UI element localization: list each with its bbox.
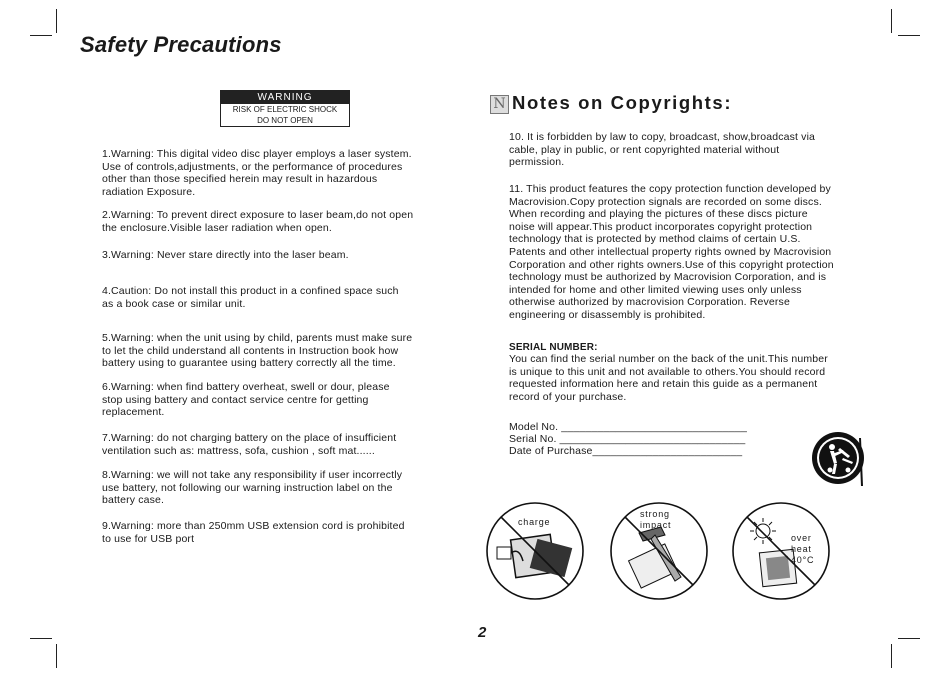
page-title: Safety Precautions xyxy=(80,32,282,57)
copyrights-heading xyxy=(490,92,732,114)
overheat-label xyxy=(791,533,814,566)
tip-over-warning-icon xyxy=(810,430,866,486)
notes-icon: N xyxy=(490,95,509,114)
crop-mark xyxy=(56,644,57,668)
strong-impact-label xyxy=(640,509,671,531)
warning-item: 8.Warning: we will not take any responsibility if user incorrectly use battery, not following our warning instruction label on the battery case. xyxy=(102,469,403,507)
warning-item: 1.Warning: This digital video disc player employs a laser system. Use of controls,adjustments, or the performance of procedures other than those specified herein may result in hazardous radiation Exposure. xyxy=(102,148,412,198)
serial-text: You can find the serial number on the back of the unit.This number is unique to this unit and not available to others.You should record requested information here and retain this guide as a permanent record of your purchase. xyxy=(509,353,828,403)
warning-item: 6.Warning: when find battery overheat, swell or dour, please stop using battery and contact service centre for getting replacement. xyxy=(102,381,390,419)
date-of-purchase-field: Date of Purchase_________________________ xyxy=(509,445,743,457)
warning-item: 5.Warning: when the unit using by child, parents must make sure to let the child understand all contents in Instruction book how battery using to guarantee using battery correctly all the time. xyxy=(102,332,413,370)
copyright-note-10: 10. It is forbidden by law to copy, broadcast, show,broadcast via cable, play in public, or rent copyrighted material without permission. xyxy=(509,131,816,169)
serial-heading: SERIAL NUMBER: xyxy=(509,342,598,353)
crop-mark xyxy=(56,9,57,33)
crop-mark xyxy=(891,9,892,33)
warning-item: 3.Warning: Never stare directly into the laser beam. xyxy=(102,249,349,261)
warning-label xyxy=(220,90,350,127)
impact-label: impact xyxy=(640,520,672,530)
warning-item: 7.Warning: do not charging battery on the place of insufficient ventilation such as: mattress, sofa, cushion , soft mat...... xyxy=(102,432,397,457)
warning-label-line: RISK OF ELECTRIC SHOCK xyxy=(232,105,338,114)
copyrights-title: Notes on Copyrights: xyxy=(512,92,733,113)
warning-item: 4.Caution: Do not install this product in a confined space such as a book case or similar unit. xyxy=(102,285,399,310)
heat-label: heat xyxy=(791,544,812,554)
copyright-note-11: 11. This product features the copy protection function developed by Macrovision.Copy protection signals are recorded on some discs. When recording and playing the pictures of these discs picture noise will appear.This product incorporates copyright protection technology that is protected by method claims of certain U.S. Patents and other intellectual property rights owned by Macrovision Corporation and other rights owners.Use of this copyright protection technology must be authorized by Macrovision Corporation, and is intended for home and other limited viewing uses only unless otherwise authorized by macrovision Corporation. Reverse engineering or disassembly is prohibited. xyxy=(509,183,834,321)
crop-mark xyxy=(30,35,52,36)
model-no-field: Model No. _______________________________ xyxy=(509,421,747,433)
warning-item: 2.Warning: To prevent direct exposure to laser beam,do not open the enclosure.Visible laser radiation when open. xyxy=(102,209,414,234)
crop-mark xyxy=(30,638,52,639)
no-overheat-icon xyxy=(731,501,831,601)
strong-label: strong xyxy=(640,509,670,519)
warning-label-header: WARNING xyxy=(221,91,349,104)
crop-mark xyxy=(898,638,920,639)
warning-item: 9.Warning: more than 250mm USB extension cord is prohibited to use for USB port xyxy=(102,520,405,545)
crop-mark xyxy=(891,644,892,668)
over-label: over xyxy=(791,533,812,543)
temperature-label: 40°C xyxy=(791,555,815,565)
crop-mark xyxy=(898,35,920,36)
warning-label-line: DO NOT OPEN xyxy=(257,116,313,125)
serial-no-field: Serial No. _______________________________ xyxy=(509,433,746,445)
no-charge-icon xyxy=(485,501,585,601)
page-number: 2 xyxy=(478,624,487,641)
charge-label: charge xyxy=(518,517,551,527)
